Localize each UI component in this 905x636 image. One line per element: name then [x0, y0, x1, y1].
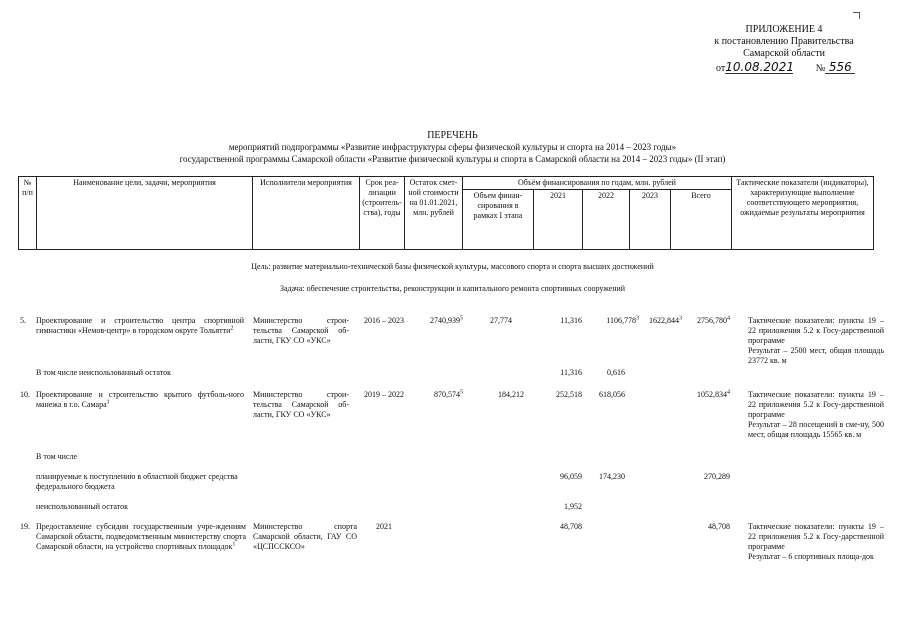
- row-total: 48,708: [708, 522, 730, 531]
- header-indicators: Тактические показатели (индикаторы), характеризующие выполнение соответствующего мероприятия, ожидаемые результаты мероприятия: [732, 177, 874, 250]
- row-stage1: 27,774: [490, 316, 512, 325]
- header-fin-stage1: Объем финан-сирования в рамках I этапа: [463, 190, 534, 250]
- row-indicators: Тактические показатели: пункты 19 – 22 приложения 5.2 к Госу-дарственной программе Результат – 2500 мест, общая площадь 23772 кв. м: [748, 316, 884, 365]
- date-prefix: от: [716, 63, 726, 74]
- row-2022: 174,230: [599, 472, 625, 481]
- header-2023: 2023: [630, 190, 671, 250]
- row-total: 1052,834$^4$: [697, 389, 730, 399]
- table-header: [18, 176, 874, 250]
- row-term: 2021: [376, 522, 392, 531]
- row-name: неиспользованный остаток: [36, 502, 128, 511]
- row-2021: 11,316: [560, 368, 582, 377]
- doc-title: ПЕРЕЧЕНЬ: [427, 130, 478, 141]
- header-2022: 2022: [583, 190, 630, 250]
- date-value: 10.08.2021: [725, 60, 794, 74]
- row-2022: 0,616: [607, 368, 625, 377]
- row-2022: 1106,778$^3$: [606, 315, 639, 325]
- number-value: 556: [825, 61, 855, 74]
- header-name: Наименование цели, задачи, мероприятия: [37, 177, 253, 250]
- header-total: Всего: [671, 190, 732, 250]
- row-name: В том числе неиспользованный остаток: [36, 368, 172, 377]
- row-rest: 870,574$^5$: [434, 389, 463, 399]
- row-name: планируемые к поступлению в областной бюджет средства федерального бюджета: [36, 472, 238, 491]
- row-rest: 2740,939$^5$: [430, 315, 463, 325]
- row-term: 2019 – 2022: [364, 390, 404, 399]
- row-2021: 1,952: [564, 502, 582, 511]
- row-num: 19.: [20, 522, 30, 531]
- row-2022: 618,056: [599, 390, 625, 399]
- header-fin-group: Объём финансирования по годам, млн. рублей: [463, 177, 732, 190]
- row-name: Предоставление субсидии государственным учре-ждениям Самарской области, подведомственным министерству спорта Самарской области, на устройство спортивных площадок$^1$: [36, 522, 246, 551]
- row-total: 270,289: [704, 472, 730, 481]
- appendix-line2: к постановлению Правительства: [714, 36, 854, 47]
- corner-mark: [853, 12, 860, 19]
- header-2021: 2021: [534, 190, 583, 250]
- row-exec: Министерство строи-тельства Самарской об-ласти, ГКУ СО «УКС»: [253, 390, 349, 419]
- appendix-date-line: [716, 61, 876, 75]
- row-exec: Министерство спорта Самарской области, ГАУ СО «ЦСПССКСО»: [253, 522, 357, 551]
- doc-subtitle-1: мероприятий подпрограммы «Развитие инфраструктуры сферы физической культуры и спорта на 2014 – 2023 годы»: [228, 142, 677, 152]
- row-name: Проектирование и строительство крытого футболь-ного манежа в г.о. Самара$^1$: [36, 390, 244, 409]
- row-2021: 252,518: [556, 390, 582, 399]
- appendix-line3: Самарской области: [743, 48, 825, 59]
- header-term: Срок реа-лизации (строитель-ства), годы: [360, 177, 405, 250]
- appendix-title: ПРИЛОЖЕНИЕ 4: [745, 24, 823, 35]
- header-exec: Исполнители мероприятия: [253, 177, 360, 250]
- row-num: 10.: [20, 390, 30, 399]
- row-indicators: Тактические показатели: пункты 19 – 22 приложения 5.2 к Госу-дарственной программе Результат – 28 посещений в сме-ну, 500 мест, общая площадь 15565 кв. м: [748, 390, 884, 439]
- header-num: № п/п: [19, 177, 37, 250]
- task-text: Задача: обеспечение строительства, реконструкции и капитального ремонта спортивных сооружений: [279, 284, 626, 293]
- header-rest: Остаток смет-ной стоимости на 01.01.2021, млн. рублей: [405, 177, 463, 250]
- doc-subtitle-2: государственной программы Самарской области «Развитие физической культуры и спорта в Самарской области на 2014 – 2023 годы» (II этап): [179, 154, 726, 164]
- row-num: 5.: [20, 316, 26, 325]
- row-indicators: Тактические показатели: пункты 19 – 22 приложения 5.2 к Госу-дарственной программе Результат – 6 спортивных площа-док: [748, 522, 884, 561]
- number-prefix: №: [815, 63, 826, 74]
- row-name: Проектирование и строительство центра спортивной гимнастики «Немов-центр» в городском округе Тольятти$^2$: [36, 316, 244, 335]
- goal-text: Цель: развитие материально-технической базы физической культуры, массового спорта и спорта высших достижений: [251, 262, 654, 271]
- row-2021: 11,316: [560, 316, 582, 325]
- row-2021: 48,708: [560, 522, 582, 531]
- row-total: 2756,780$^4$: [697, 315, 730, 325]
- appendix-block: [700, 24, 868, 60]
- row-name: В том числе: [36, 452, 78, 461]
- row-2021: 96,059: [560, 472, 582, 481]
- row-stage1: 184,212: [498, 390, 524, 399]
- row-term: 2016 – 2023: [364, 316, 404, 325]
- row-2023: 1622,844$^3$: [649, 315, 682, 325]
- row-exec: Министерство строи-тельства Самарской об-ласти, ГКУ СО «УКС»: [253, 316, 349, 345]
